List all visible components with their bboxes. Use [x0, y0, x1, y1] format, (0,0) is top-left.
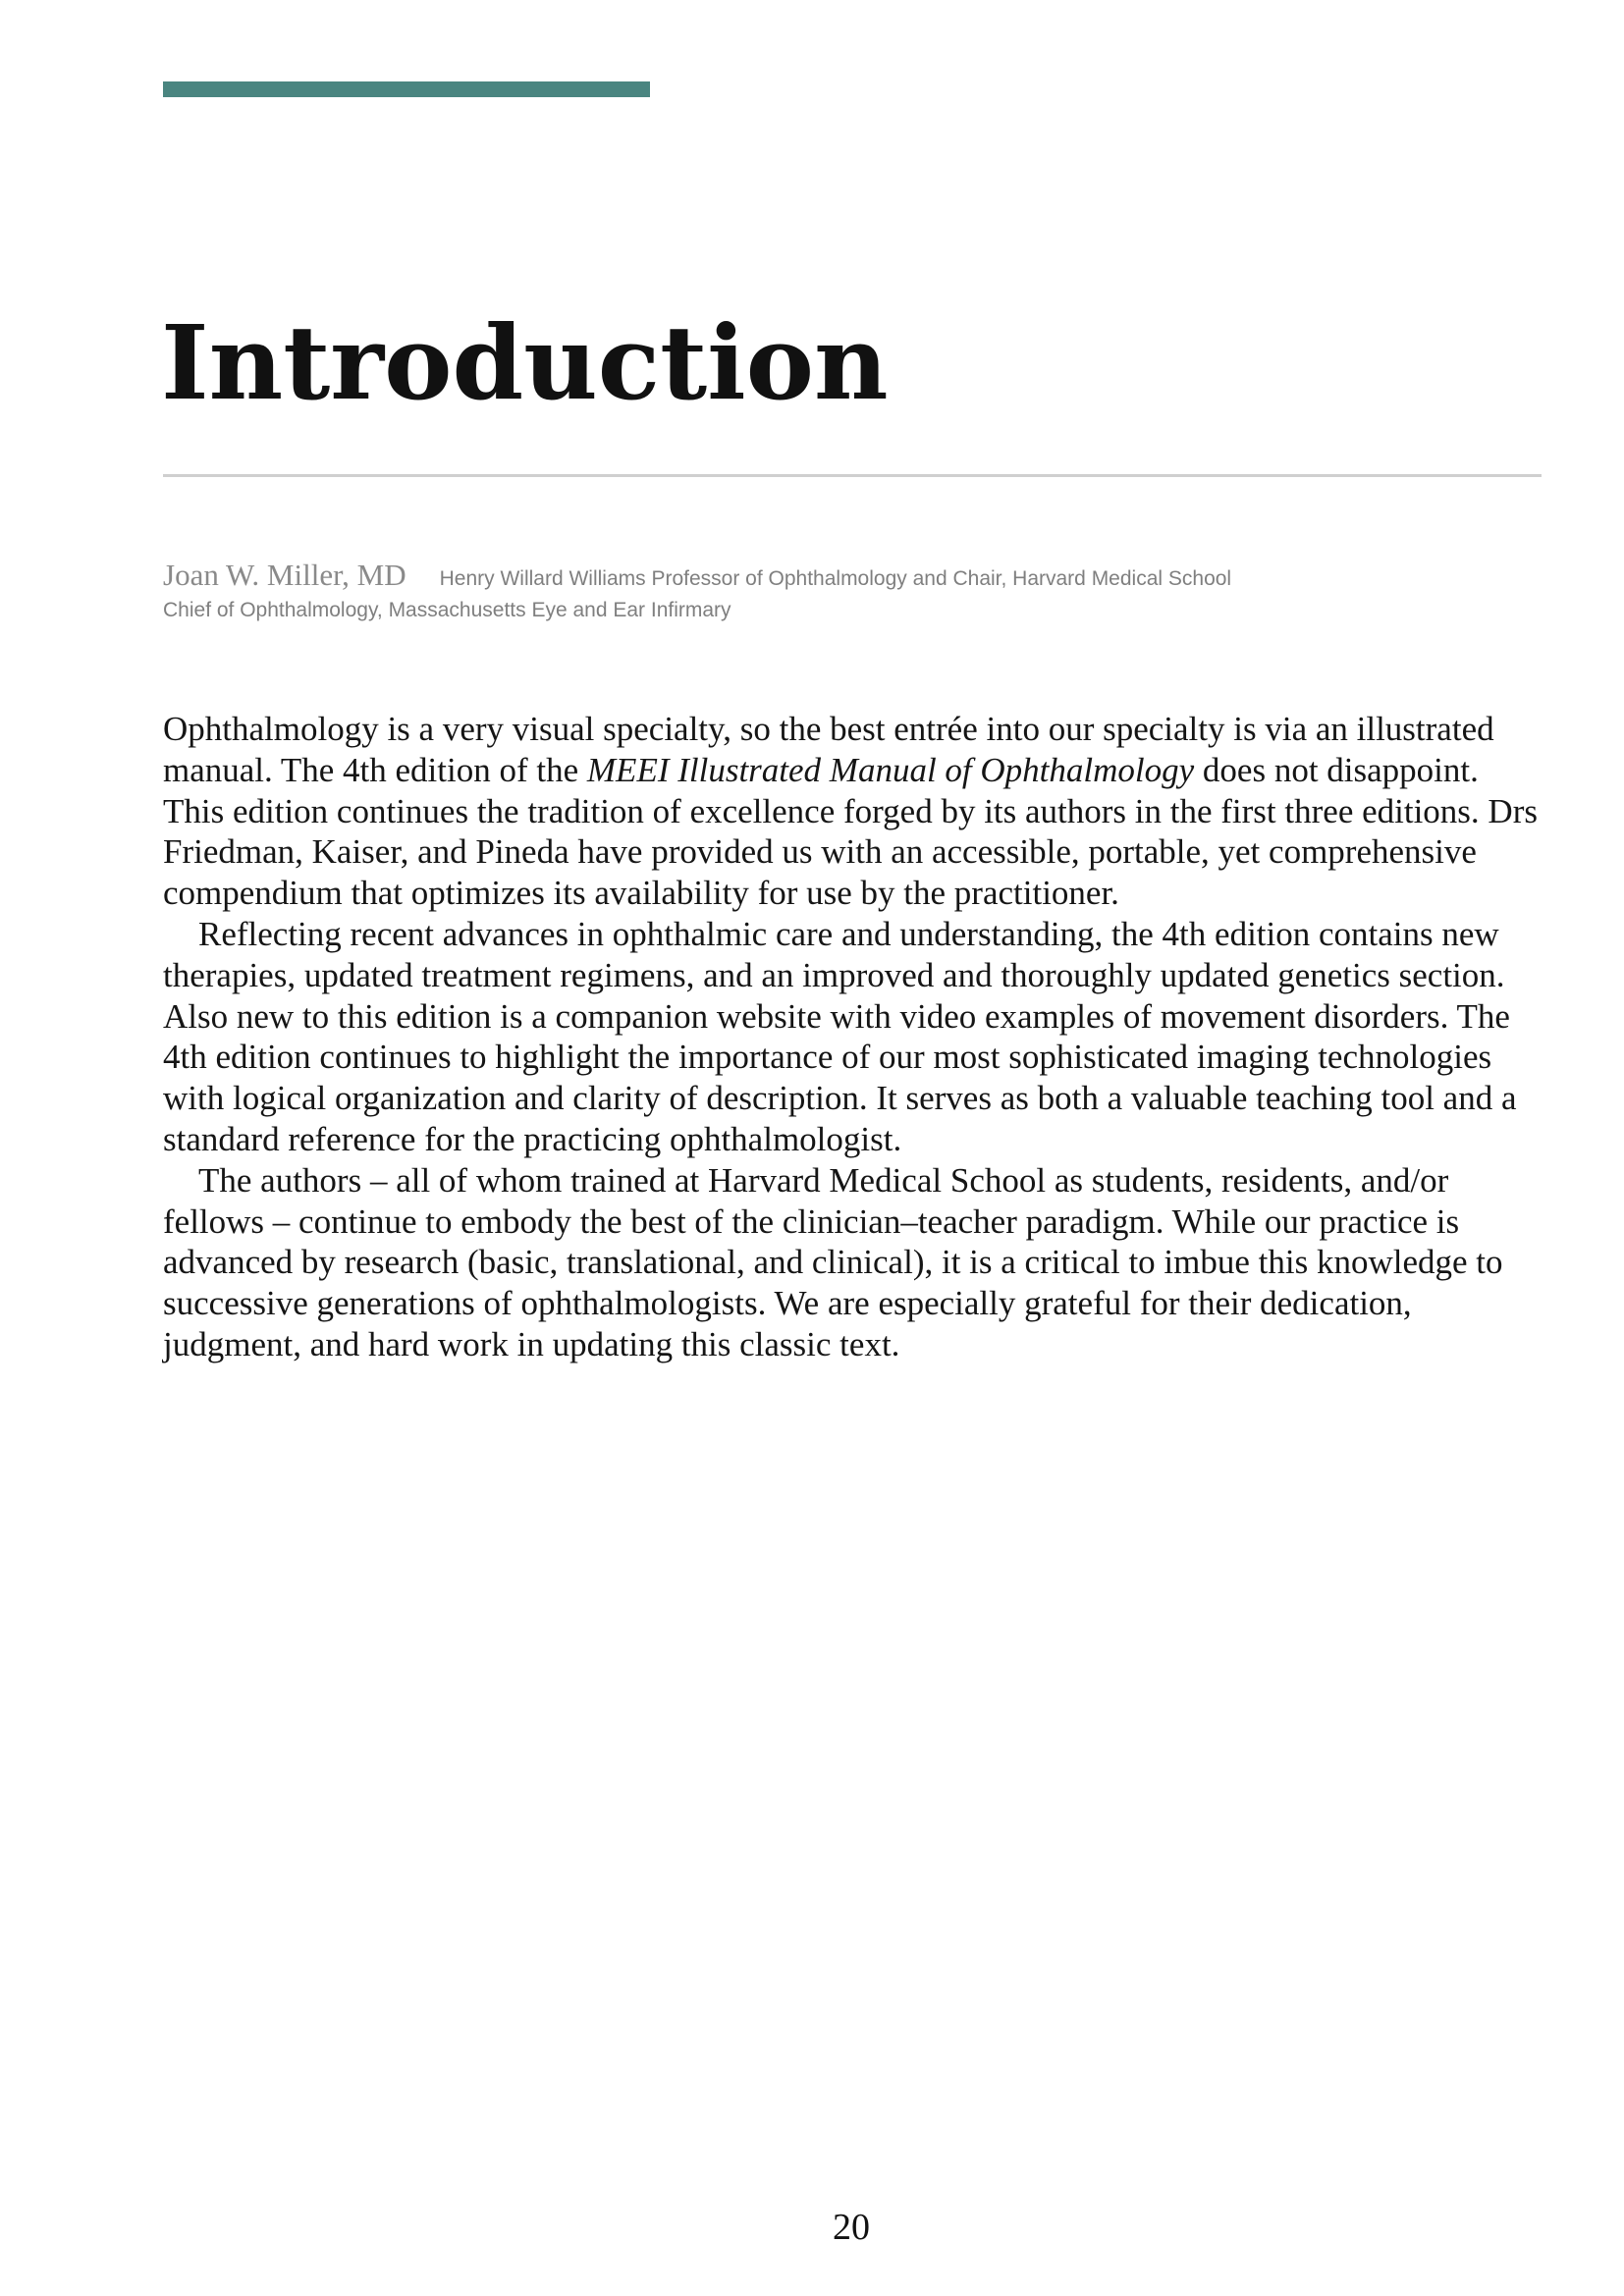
author-affiliation-1: Henry Willard Williams Professor of Ophthalmology and Chair, Harvard Medical School: [439, 567, 1232, 590]
author-block: [163, 558, 1557, 623]
title-divider: [163, 474, 1542, 477]
paragraph-1-start: Ophthalmology is a very visual specialty, so the best entrée into our specialty is via an illustrated manual. The 4th edition of the: [163, 710, 1494, 789]
paragraph-1: [163, 709, 1538, 914]
book-title: MEEI Illustrated Manual of Ophthalmology: [586, 750, 1195, 789]
author-affiliation-2: Chief of Ophthalmology, Massachusetts Eye and Ear Infirmary: [163, 599, 731, 621]
paragraph-2: Reflecting recent advances in ophthalmic care and understanding, the 4th edition contains new therapies, updated treatment regimens, and an improved and thoroughly updated genetics section. Also new to this edition is a companion website with video examples of movement disorders. The 4th edition continues to highlight the importance of our most sophisticated imaging technologies with logical organization and clarity of description. It serves as both a valuable teaching tool and a standard reference for the practicing ophthalmologist.: [163, 914, 1517, 1158]
body-text: [163, 709, 1538, 1365]
author-line: [163, 558, 1557, 598]
accent-bar: [163, 81, 650, 97]
author-name: Joan W. Miller, MD: [163, 558, 406, 592]
page-number: 20: [833, 2207, 870, 2248]
page-title: Introduction: [161, 302, 889, 423]
paragraph-1-end: does not disappoint. This edition continues the tradition of excellence forged by its authors in the first three editions. Drs Friedman, Kaiser, and Pineda have provided us with an accessible, portable, yet comprehensive compendium that optimizes its availability for use by the practitioner.: [163, 750, 1538, 913]
paragraph-3: The authors – all of whom trained at Harvard Medical School as students, residents, and/or fellows – continue to embody the best of the clinician–teacher paradigm. While our practice is advanced by research (basic, translational, and clinical), it is a critical to imbue this knowledge to successive generations of ophthalmologists. We are especially grateful for their dedication, judgment, and hard work in updating this classic text.: [163, 1160, 1503, 1363]
